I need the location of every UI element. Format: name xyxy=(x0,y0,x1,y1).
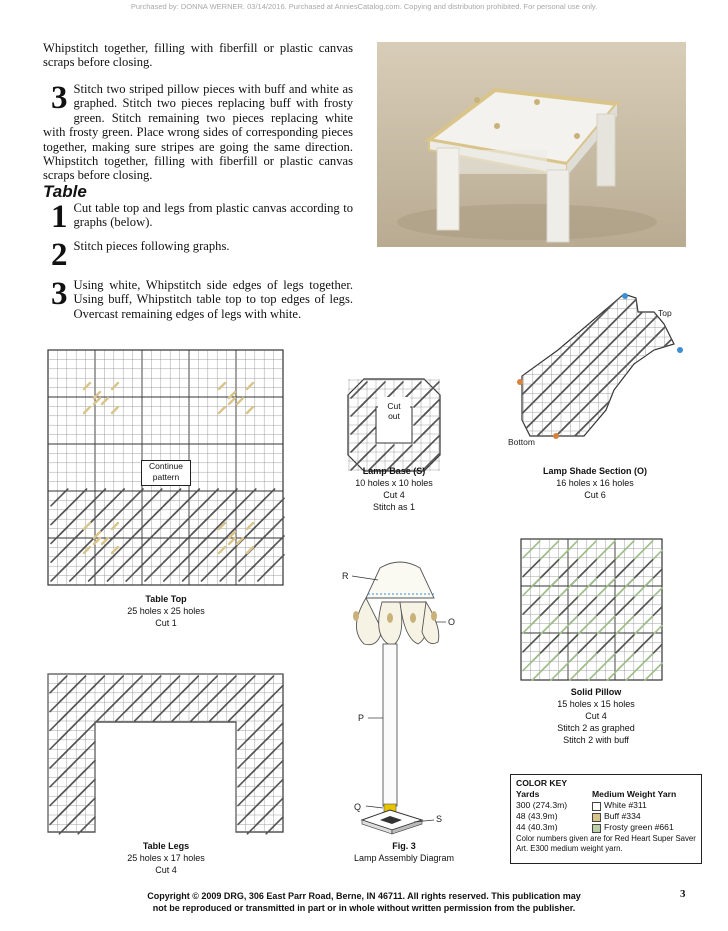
table-top-caption xyxy=(86,593,246,629)
caption-line: 25 holes x 17 holes xyxy=(127,853,205,863)
label-Q: Q xyxy=(354,802,362,812)
pillow-step xyxy=(43,82,353,183)
color-key-title: COLOR KEY xyxy=(516,778,568,788)
color-swatch xyxy=(592,824,601,833)
table-step-1 xyxy=(43,199,353,235)
caption-line: Cut 4 xyxy=(383,490,405,500)
section-title: Table xyxy=(43,182,87,201)
footer-line: not be reproduced or transmitted in part or in whole without written permission from the publisher. xyxy=(152,903,576,913)
caption-line: Cut 1 xyxy=(155,618,177,628)
purchase-banner: Purchased by: DONNA WERNER. 03/14/2016. Purchased at AnniesCatalog.com. Copying and distribution prohibited. For personal use only. xyxy=(130,2,598,11)
bottom-label: Bottom xyxy=(508,437,535,447)
continue-pattern-note xyxy=(141,460,191,486)
color-key-header xyxy=(516,789,696,800)
note-line: out xyxy=(388,411,400,421)
table-step-3 xyxy=(43,278,353,321)
solid-pillow-graph xyxy=(520,538,664,682)
label-S: S xyxy=(436,814,443,824)
step-number: 1 xyxy=(51,199,68,235)
caption-line: Stitch 2 with buff xyxy=(563,735,629,745)
lamp-shade-graph xyxy=(508,290,690,456)
caption-line: Lamp Assembly Diagram xyxy=(353,853,455,863)
page-number: 3 xyxy=(680,888,686,900)
copyright-footer xyxy=(100,890,628,914)
label-O: O xyxy=(448,617,456,627)
footer-line: Copyright © 2009 DRG, 306 East Parr Road, Berne, IN 46711. All rights reserved. This publication may xyxy=(147,891,581,901)
table-step-2 xyxy=(43,237,353,273)
label-P: P xyxy=(358,713,365,723)
yards-value: 300 (274.3m) xyxy=(516,800,568,810)
step-number: 3 xyxy=(51,276,68,312)
caption-title: Solid Pillow xyxy=(570,687,622,697)
note-line: Cut xyxy=(387,401,401,411)
caption-line: 16 holes x 16 holes xyxy=(556,478,634,488)
caption-title: Lamp Shade Section (O) xyxy=(542,466,647,476)
note-line: pattern xyxy=(152,472,180,482)
top-label: Top xyxy=(658,308,672,318)
corner-dot xyxy=(517,379,523,385)
yarn-name: Frosty green #661 xyxy=(604,822,674,832)
caption-title: Table Top xyxy=(145,594,187,604)
color-key-row xyxy=(516,811,696,822)
color-key-rows xyxy=(516,800,696,833)
color-key-note: Color numbers given are for Red Heart Super Saver Art. E300 medium weight yarn. xyxy=(516,834,696,853)
caption-title: Fig. 3 xyxy=(392,841,416,851)
note-line: Continue xyxy=(148,461,184,471)
yarn-name: Buff #334 xyxy=(604,811,641,821)
caption-line: 10 holes x 10 holes xyxy=(355,478,433,488)
caption-title: Table Legs xyxy=(142,841,190,851)
color-key-row xyxy=(516,822,696,833)
table-legs-caption xyxy=(86,840,246,876)
step-number: 3 xyxy=(51,80,68,116)
table-photo xyxy=(377,42,686,247)
color-swatch xyxy=(592,802,601,811)
intro-paragraph: Whipstitch together, filling with fiberfill or plastic canvas scraps before closing. xyxy=(43,41,353,70)
caption-line: Stitch as 1 xyxy=(372,502,416,512)
corner-dot xyxy=(622,293,628,299)
yards-value: 44 (40.3m) xyxy=(516,822,558,832)
yards-header: Yards xyxy=(516,789,540,799)
step-text: Using white, Whipstitch side edges of legs together. Using buff, Whipstitch table top to top edges of legs. Overcast remaining edges of legs with white. xyxy=(73,278,353,321)
caption-line: Cut 4 xyxy=(155,865,177,875)
lamp-base-caption xyxy=(314,465,474,513)
caption-line: Stitch 2 as graphed xyxy=(557,723,635,733)
step-text: Cut table top and legs from plastic canvas according to graphs (below). xyxy=(73,201,353,230)
lamp-assembly-diagram xyxy=(338,558,468,840)
yarn-header: Medium Weight Yarn xyxy=(592,789,677,799)
caption-line: Cut 6 xyxy=(584,490,606,500)
corner-dot xyxy=(677,347,683,353)
step-text: Stitch two striped pillow pieces with buff and white as graphed. Stitch two pieces replacing buff with frosty green. Stitch remaining two pieces replacing white with frosty green. Place wrong sides of corresponding pieces together, making sure stripes are going the same direction. Whipstitch together, filling with fiberfill or plastic canvas scraps before closing. xyxy=(43,82,353,183)
step-number: 2 xyxy=(51,237,68,273)
label-R: R xyxy=(342,571,349,581)
caption-line: Cut 4 xyxy=(585,711,607,721)
lamp-shade-caption xyxy=(515,465,675,501)
color-swatch xyxy=(592,813,601,822)
step-text: Stitch pieces following graphs. xyxy=(73,239,230,253)
color-key-row xyxy=(516,800,696,811)
caption-line: 15 holes x 15 holes xyxy=(557,699,635,709)
corner-dot xyxy=(553,433,559,439)
cut-out-note xyxy=(378,397,410,427)
solid-pillow-caption xyxy=(516,686,676,746)
caption-line: 25 holes x 25 holes xyxy=(127,606,205,616)
table-legs-graph xyxy=(46,672,286,836)
fig3-caption xyxy=(324,840,484,864)
yards-value: 48 (43.9m) xyxy=(516,811,558,821)
color-key xyxy=(510,774,702,864)
caption-title: Lamp Base (S) xyxy=(362,466,426,476)
yarn-name: White #311 xyxy=(604,800,647,810)
